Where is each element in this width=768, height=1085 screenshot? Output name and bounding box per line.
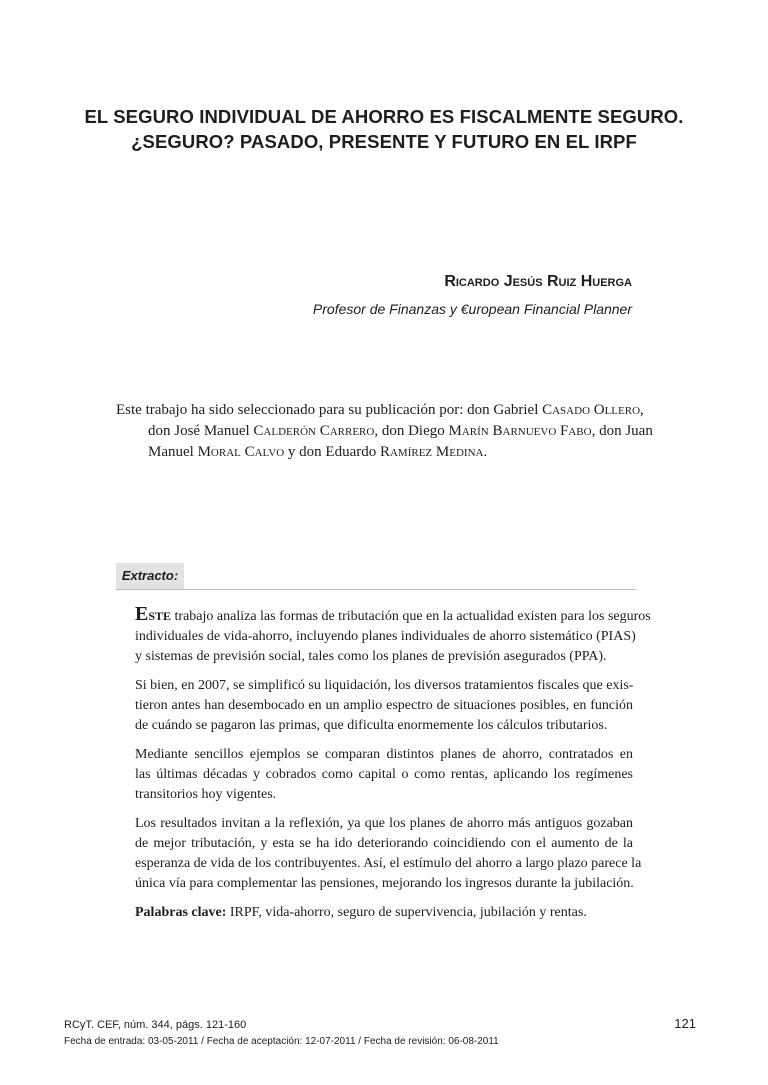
abstract-paragraph-2: [135, 676, 633, 736]
keywords: [135, 903, 633, 923]
selection-text-3b: y don Eduardo: [284, 444, 380, 460]
author-name: Ricardo Jesús Ruiz Huerga: [444, 273, 632, 290]
extracto-divider: [184, 589, 636, 590]
abstract-line: Los resultados invitan a la reflexión, ya que los planes de ahorro más antiguos gozaban: [135, 816, 633, 831]
abstract-line: Si bien, en 2007, se simplificó su liquidación, los diversos tratamientos fiscales que exis-: [135, 678, 634, 693]
abstract-line: esperanza de vida de los contribuyentes. Así, el estímulo del ahorro a largo plazo parece la: [135, 856, 642, 871]
abstract-line: [135, 603, 651, 627]
abstract: [135, 603, 651, 932]
abstract-line: tieron antes han desembocado en un amplio espectro de situaciones posibles, en función: [135, 698, 633, 713]
author-affiliation: Profesor de Finanzas y €uropean Financial Planner: [312, 301, 632, 317]
selection-line-3: [116, 442, 656, 463]
abstract-line: las últimas décadas y cobrados como capital o como rentas, aplicando los regímenes: [135, 767, 633, 782]
abstract-paragraph-4: [135, 814, 642, 894]
abstract-line: de cuándo se pagaron las primas, que dificulta enormemente los cálculos tributarios.: [135, 718, 608, 733]
dropcap-rest: ste: [148, 605, 172, 624]
selection-text-2c: , don Juan: [591, 423, 653, 439]
dropcap-word: [135, 605, 171, 624]
extracto-label: Extracto:: [116, 563, 184, 590]
abstract-line: de mejor tributación, y esta se ha ido deteriorando coincidiendo con el aumento de la: [135, 836, 633, 851]
reviewer-name-calderon: Calderón Carrero: [253, 423, 375, 439]
reviewer-name-moral: Moral Calvo: [197, 444, 285, 460]
abstract-paragraph-3: [135, 745, 633, 805]
abstract-line: Mediante sencillos ejemplos se comparan distintos planes de ahorro, contratados en: [135, 747, 633, 762]
selection-line-1: [116, 400, 656, 421]
abstract-line: y sistemas de previsión social, tales como los planes de previsión asegurados (PPA).: [135, 649, 607, 664]
reviewer-name-marin: Marín Barnuevo Fabo: [448, 423, 592, 439]
abstract-text: trabajo analiza las formas de tributación que en la actualidad existen para los seguros: [171, 609, 651, 624]
article-title: [40, 104, 728, 154]
selection-text-3c: .: [483, 444, 488, 460]
abstract-line: transitorios hoy vigentes.: [135, 787, 277, 802]
selection-note: [116, 400, 656, 463]
selection-text-2b: , don Diego: [374, 423, 449, 439]
abstract-line: única vía para complementar las pensiones, mejorando los ingresos durante la jubilación.: [135, 876, 634, 891]
article-title-line-1: EL SEGURO INDIVIDUAL DE AHORRO ES FISCALMENTE SEGURO.: [84, 106, 684, 127]
footer-dates: Fecha de entrada: 03-05-2011 / Fecha de aceptación: 12-07-2011 / Fecha de revisión: 06-08-2011: [64, 1036, 499, 1047]
keywords-text: IRPF, vida-ahorro, seguro de supervivencia, jubilación y rentas.: [226, 905, 587, 920]
reviewer-name-casado: Casado Ollero: [542, 402, 641, 418]
article-title-line-2: ¿SEGURO? PASADO, PRESENTE Y FUTURO EN EL IRPF: [131, 131, 637, 152]
selection-text-2: don José Manuel: [148, 423, 254, 439]
keywords-label: Palabras clave:: [135, 905, 227, 920]
selection-punct-1: ,: [640, 402, 644, 418]
footer-journal-citation: RCyT. CEF, núm. 344, págs. 121-160: [64, 1019, 247, 1031]
selection-line-2: [116, 421, 656, 442]
page-number: 121: [674, 1016, 696, 1031]
reviewer-name-ramirez: Ramírez Medina: [379, 444, 484, 460]
abstract-line: individuales de vida-ahorro, incluyendo planes individuales de ahorro sistemático (PIAS): [135, 629, 636, 644]
selection-text-1: Este trabajo ha sido seleccionado para su publicación por: don Gabriel: [116, 402, 543, 418]
dropcap-letter: E: [135, 603, 149, 625]
selection-text-3: Manuel: [148, 444, 198, 460]
abstract-paragraph-1: [135, 603, 651, 667]
